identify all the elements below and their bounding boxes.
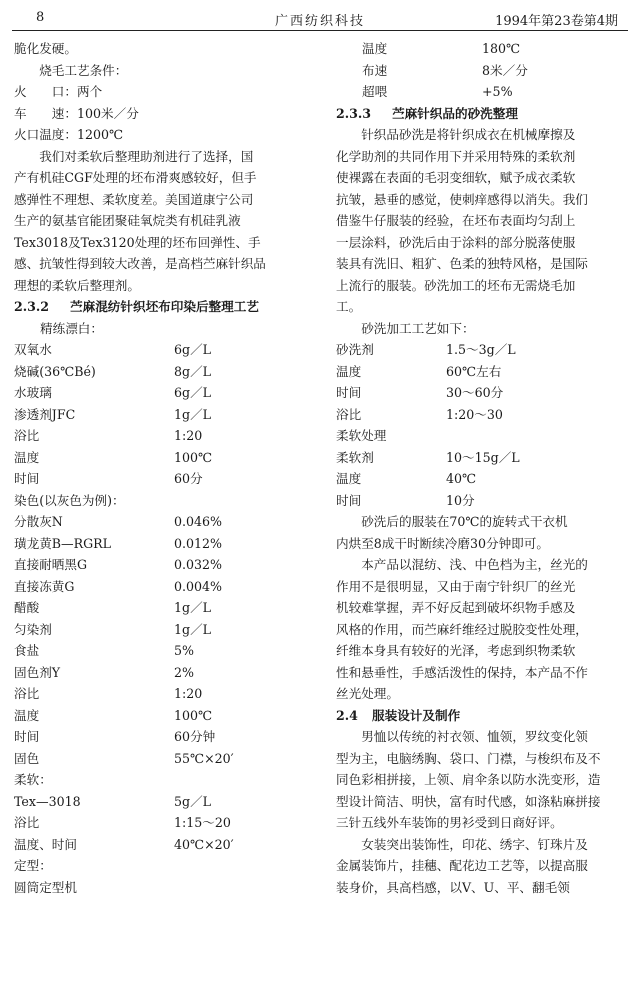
para-line: 一层涂料，砂洗后由于涂料的部分脱落使服	[336, 234, 576, 250]
para-line: 男恤以传统的衬衣领、恤领，罗纹变化领	[361, 729, 588, 744]
para-line: 我们对柔软后整理助剂进行了选择，国	[39, 148, 254, 164]
para-line: 作用不是很明显，又由于南宁针织厂的丝光	[336, 578, 576, 594]
para-line: 使裸露在表面的毛羽变细软，赋予成衣柔软	[336, 170, 576, 185]
sand-title: 砂洗加工工艺如下：	[361, 320, 475, 336]
para-line: 内烘至8成干时断续冷磨30分钟即可。	[336, 535, 549, 551]
param-row: 匀染剂 1g／L	[14, 621, 212, 637]
param-row: 车 速： 100米／分	[14, 105, 139, 121]
param-row: 时间 60分钟	[14, 729, 216, 744]
para-line: 装具有洗旧、粗犷、色柔的独特风格，是国际	[336, 256, 588, 271]
para-line: 丝光处理。	[336, 686, 399, 701]
param-row: 超喂 +5%	[362, 84, 513, 99]
param-row: 布速 8米／分	[362, 62, 528, 78]
para-line: 砂洗后的服装在70℃的旋转式干衣机	[361, 514, 568, 529]
left-column	[14, 38, 314, 898]
para-line: 型设计简洁、明快，富有时代感，如涤粘麻拼接	[336, 793, 601, 809]
section-heading: 2.4 服装设计及制作	[336, 707, 461, 723]
bleach-title: 精练漂白：	[40, 320, 103, 336]
para-line: 理想的柔软后整理剂。	[14, 277, 140, 293]
page-header	[12, 6, 628, 31]
param-row: 柔软剂 10～15g／L	[336, 449, 520, 465]
para-line: 女装突出装饰性，印花、绣字、钉珠片及	[361, 836, 588, 852]
param-row: 直接冻黄G 0.004%	[14, 578, 223, 594]
param-row: 时间 30～60分	[336, 385, 504, 400]
param-row: 温度 40℃	[336, 471, 477, 486]
issue-info: 1994年第23卷第4期	[495, 14, 618, 29]
param-row: 固色 55℃×20′	[14, 750, 234, 766]
para-line: 三针五线外车装饰的男衫受到日商好评。	[336, 815, 563, 830]
param-row: 双氧水 6g／L	[14, 342, 212, 357]
para-line: 工。	[336, 299, 362, 314]
para-line: 金属装饰片，挂穗、配花边工艺等，以提高服	[336, 858, 588, 873]
para-line: 感弹性不理想、柔软度差。美国道康宁公司	[14, 191, 254, 207]
param-row: 渗透剂JFC 1g／L	[14, 406, 212, 422]
page-number: 8	[36, 10, 45, 25]
para-line: 上流行的服装。砂洗加工的坯布无需烧毛加	[336, 277, 576, 293]
soft-title: 柔软处理	[336, 428, 387, 443]
para-line: 型为主，电脑绣胸、袋口、门襟，与梭织布及不	[336, 750, 601, 766]
param-row: 浴比 1:20～30	[336, 406, 503, 422]
para-line: 生产的氨基官能团聚硅氧烷类有机硅乳液	[14, 213, 241, 228]
section-heading: 2.3.3 苎麻针织品的砂洗整理	[336, 105, 518, 121]
set-item: 圆筒定型机	[14, 879, 77, 895]
para-line: 性和悬垂性，手感活泼性的保持，本产品不作	[336, 664, 588, 680]
para-line: 本产品以混纺、浅、中色档为主，丝光的	[361, 557, 588, 572]
param-row: 浴比 1:20	[14, 428, 203, 443]
param-row: 食盐 5%	[14, 643, 194, 658]
para-line: 产有机硅CGF处理的坯布滑爽感较好，但手	[14, 170, 257, 185]
param-row: 直接耐晒黑G 0.032%	[14, 557, 223, 572]
dye-title: 染色(以灰色为例)：	[14, 492, 125, 508]
singe-title: 烧毛工艺条件：	[39, 62, 128, 78]
soft-title: 柔软：	[14, 772, 52, 787]
param-row: 浴比 1:20	[14, 686, 203, 701]
para-line: 抗皱，悬垂的感觉，使刺痒感得以消失。我们	[336, 191, 588, 207]
para-line: 针织品砂洗是将针织成衣在机械摩擦及	[361, 127, 576, 142]
param-row: 固色剂Y 2%	[14, 664, 194, 680]
right-column	[336, 38, 628, 898]
param-row: 烧碱(36℃Bé) 8g／L	[14, 363, 212, 379]
para-line: 纤维本身具有较好的光泽，考虑到织物柔软	[336, 643, 576, 658]
para-line: 机较难掌握，弄不好反起到破坏织物手感及	[336, 600, 576, 615]
param-row: 温度 100℃	[14, 449, 213, 465]
para-line: 同色彩相拼接，上领、肩伞条以防水洗变形，造	[336, 772, 601, 787]
paragraph: 脆化发硬。	[14, 41, 77, 56]
param-row: 分散灰N 0.046%	[14, 514, 223, 529]
section-heading: 2.3.2 苎麻混纺针织坯布印染后整理工艺	[14, 299, 259, 314]
param-row: 璜龙黄B—RGRL 0.012%	[14, 535, 223, 551]
param-row: 浴比 1:15～20	[14, 815, 231, 830]
para-line: 风格的作用，而苎麻纤维经过脱胶变性处理，	[336, 621, 588, 637]
param-row: 时间 10分	[336, 492, 475, 508]
set-title: 定型：	[14, 858, 52, 873]
para-line: 感、抗皱性得到较大改善，是高档苎麻针织品	[14, 256, 266, 271]
para-line: 借鉴牛仔服装的经验，在坯布表面均匀刮上	[336, 213, 576, 228]
param-row: 醋酸 1g／L	[14, 600, 212, 615]
param-row: 砂洗剂 1.5～3g／L	[336, 342, 516, 357]
param-row: Tex—3018 5g／L	[14, 793, 212, 809]
param-row: 温度 60℃左右	[336, 363, 502, 379]
param-row: 水玻璃 6g／L	[14, 385, 212, 400]
param-row: 温度 100℃	[14, 707, 213, 723]
journal-title: 广西纺织科技	[274, 14, 365, 29]
param-row: 时间 60分	[14, 471, 203, 486]
para-line: Tex3018及Tex3120处理的坯布回弹性、手	[14, 234, 261, 250]
param-row: 温度、时间 40℃×20′	[14, 836, 234, 852]
para-line: 装身价，具高档感，以V、U、平、翻毛领	[336, 879, 570, 895]
param-row: 火口温度： 1200℃	[14, 127, 124, 142]
param-row: 温度 180℃	[362, 41, 521, 56]
param-row: 火 口： 两个	[14, 84, 103, 99]
para-line: 化学助剂的共同作用下并采用特殊的柔软剂	[336, 148, 576, 164]
